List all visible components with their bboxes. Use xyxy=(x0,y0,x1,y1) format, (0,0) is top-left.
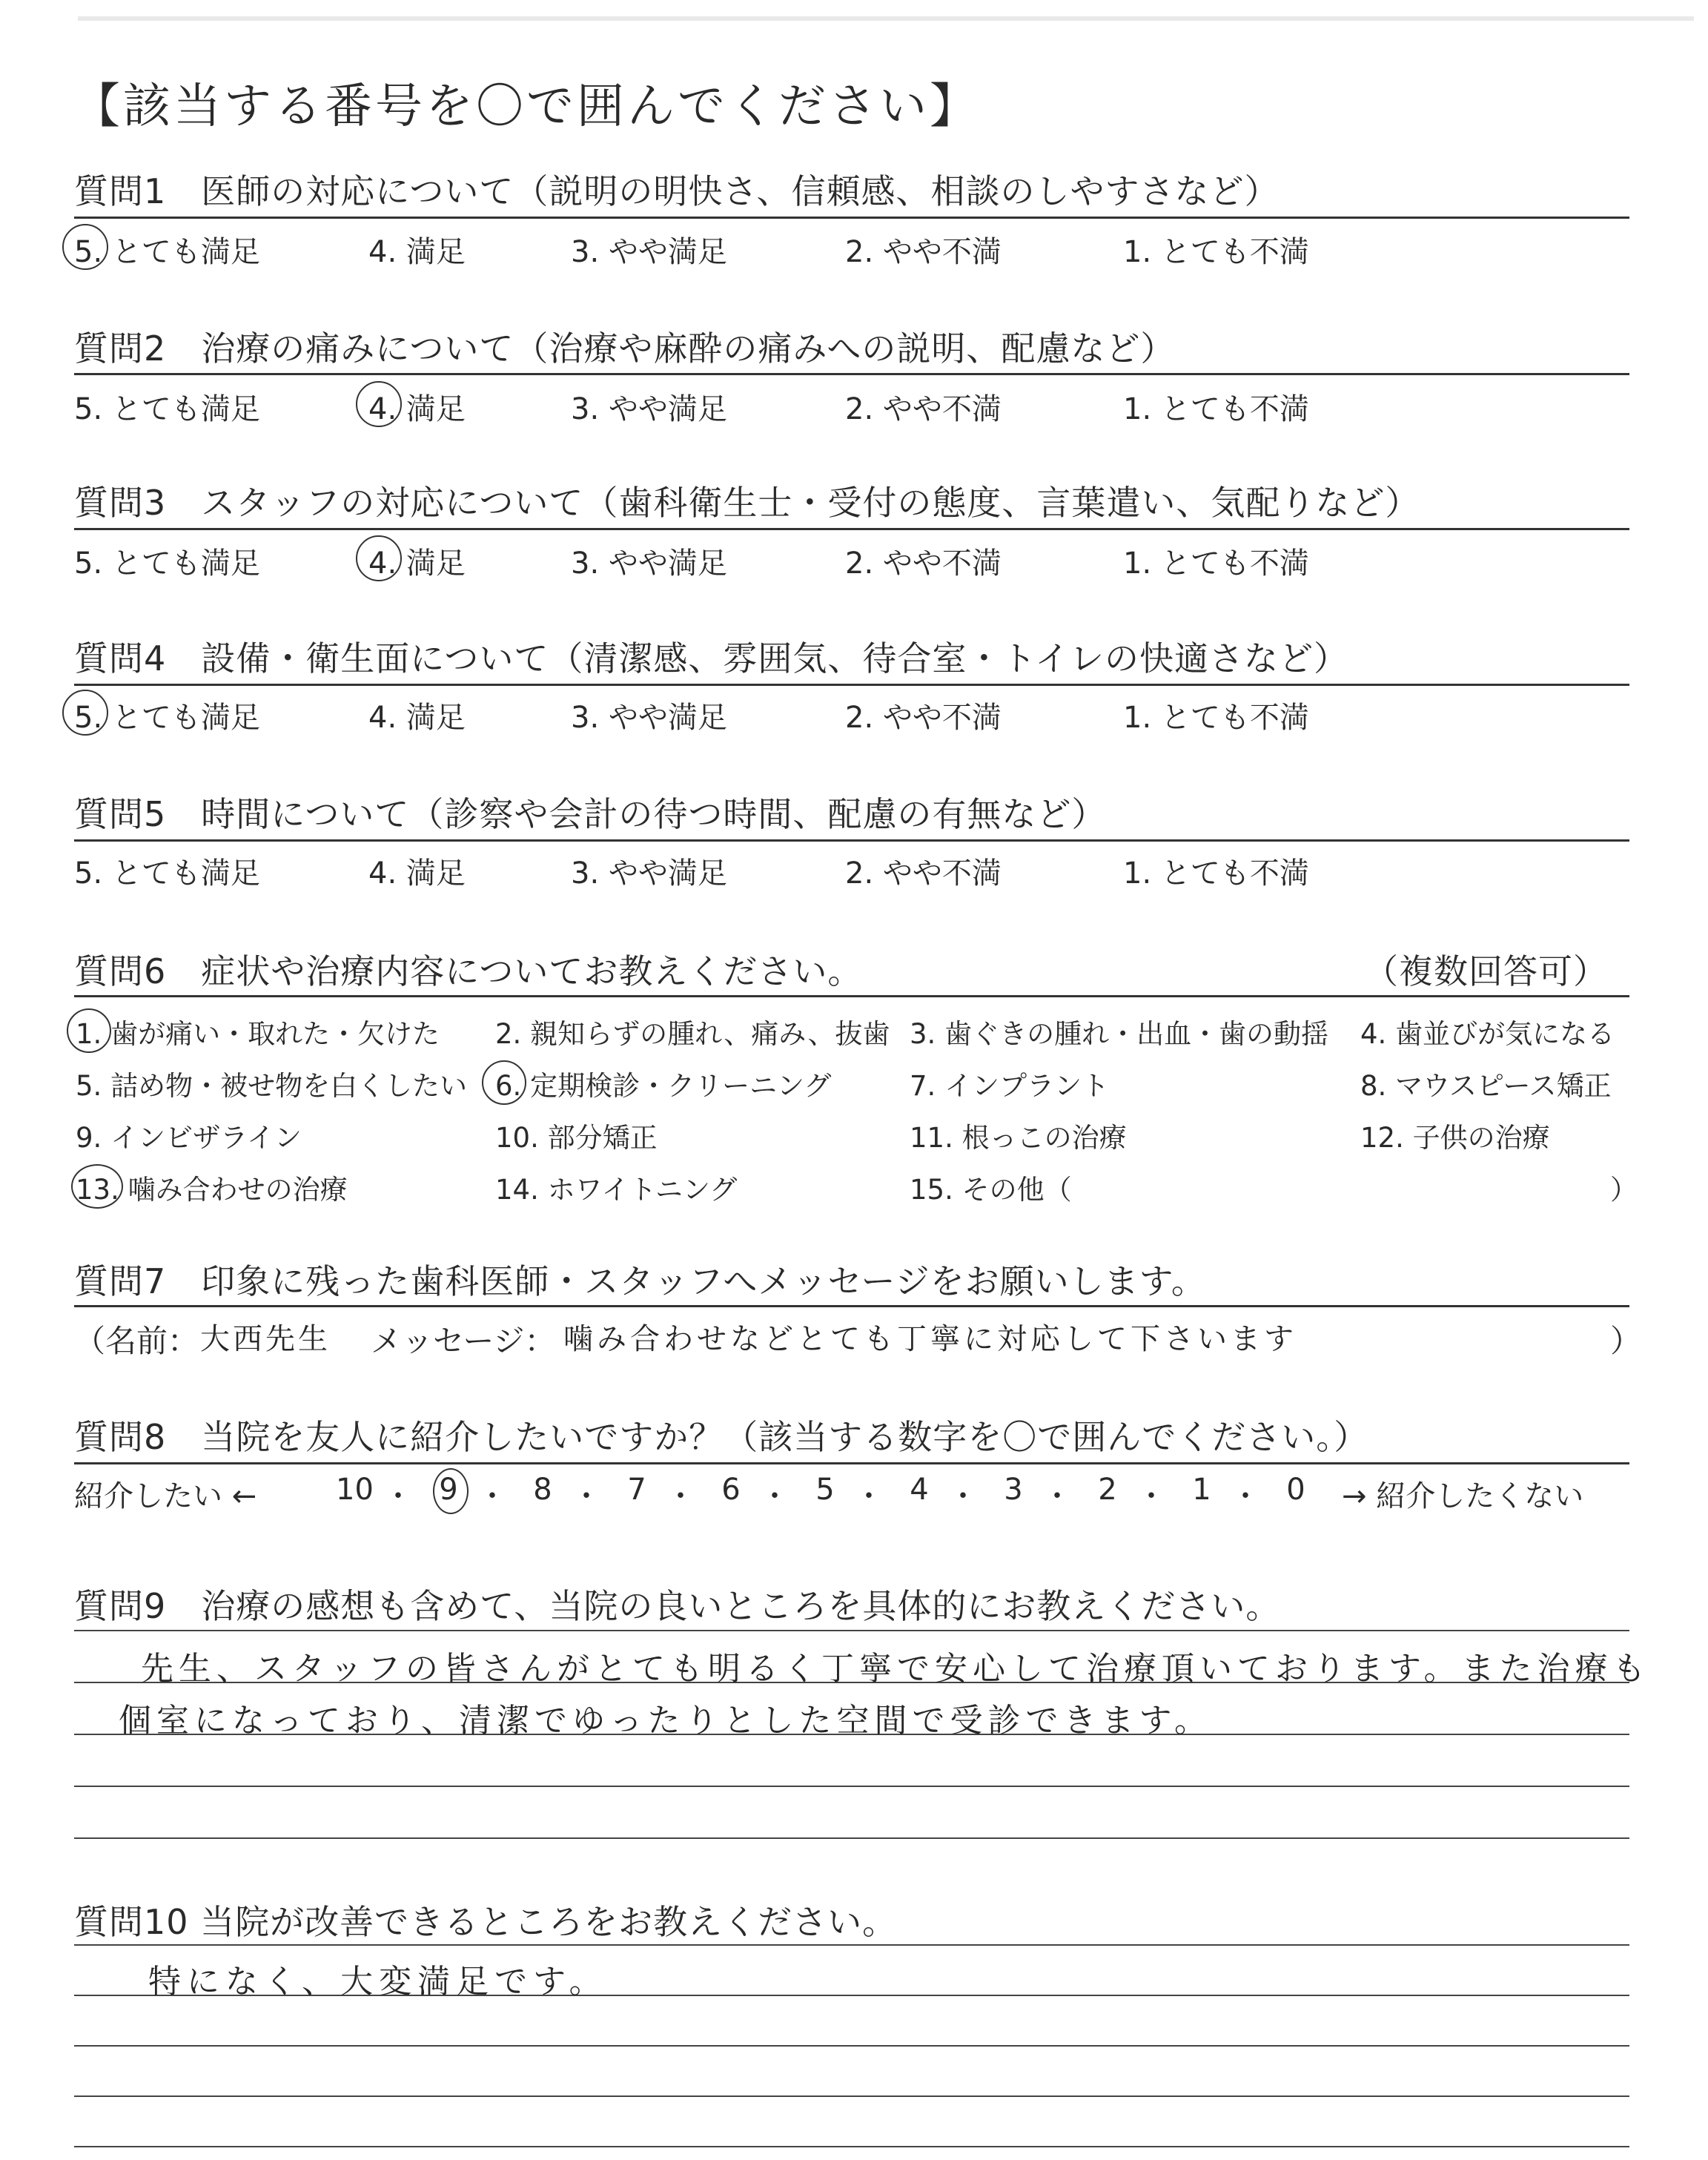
q8-scale-7[interactable]: 7 xyxy=(627,1473,646,1507)
q1-option-2[interactable]: 2. やや不満 xyxy=(845,235,1002,269)
q8-scale-1[interactable]: 1 xyxy=(1192,1473,1211,1507)
q3-option-5[interactable]: 5. とても満足 xyxy=(74,546,260,581)
q6-option-3[interactable]: 3. 歯ぐきの腫れ・出血・歯の動揺 xyxy=(910,1018,1329,1050)
q8-scale-6[interactable]: 6 xyxy=(721,1473,741,1507)
question-2-heading: 質問2 治療の痛みについて（治療や麻酔の痛みへの説明、配慮など） xyxy=(74,328,1176,369)
q6-option-5[interactable]: 5. 詰め物・被せ物を白くしたい xyxy=(76,1070,468,1102)
q6-selection-circle-13 xyxy=(71,1164,123,1209)
question-5-rule xyxy=(74,839,1629,842)
q2-option-3[interactable]: 3. やや満足 xyxy=(571,392,727,426)
question-6-rule xyxy=(74,995,1629,997)
q9-answer-line-4 xyxy=(74,1786,1629,1787)
q8-scale-9[interactable]: 9 xyxy=(439,1473,458,1507)
q9-answer-line-1 xyxy=(74,1630,1629,1631)
q7-close-paren: ） xyxy=(1610,1323,1642,1359)
q5-option-4[interactable]: 4. 満足 xyxy=(368,856,466,891)
page-title: 【該当する番号を〇で囲んでください】 xyxy=(73,79,980,134)
q9-handwriting-line-2: 個室になっており、清潔でゆったりとした空間で受診できます。 xyxy=(119,1702,1213,1740)
q10-answer-line-5 xyxy=(74,2146,1629,2147)
q2-option-2[interactable]: 2. やや不満 xyxy=(845,392,1002,426)
q8-scale-10[interactable]: 10 xyxy=(336,1473,374,1507)
q5-option-2[interactable]: 2. やや不満 xyxy=(845,856,1002,891)
q3-option-4[interactable]: 4. 満足 xyxy=(368,546,466,581)
question-4-rule xyxy=(74,684,1629,686)
q5-option-5[interactable]: 5. とても満足 xyxy=(74,856,260,891)
question-9-heading: 質問9 治療の感想も含めて、当院の良いところを具体的にお教えください。 xyxy=(74,1586,1281,1626)
q8-right-label: → 紹介したくない xyxy=(1342,1479,1584,1513)
q6-option-9[interactable]: 9. インビザライン xyxy=(76,1122,302,1154)
q10-answer-line-4 xyxy=(74,2095,1629,2097)
q4-option-4[interactable]: 4. 満足 xyxy=(368,701,466,735)
question-4-heading: 質問4 設備・衛生面について（清潔感、雰囲気、待合室・トイレの快適さなど） xyxy=(74,638,1349,678)
q8-separator-dot: ・ xyxy=(383,1479,413,1513)
q6-option-10[interactable]: 10. 部分矯正 xyxy=(495,1122,658,1154)
question-1-rule xyxy=(74,217,1629,219)
q4-option-1[interactable]: 1. とても不満 xyxy=(1123,701,1309,735)
q5-option-1[interactable]: 1. とても不満 xyxy=(1123,856,1309,891)
q8-scale-5[interactable]: 5 xyxy=(815,1473,835,1507)
q6-option-15[interactable]: 15. その他（ xyxy=(910,1174,1072,1206)
q6-option-8[interactable]: 8. マウスピース矯正 xyxy=(1360,1070,1612,1102)
q10-handwriting: 特になく、大変満足です。 xyxy=(148,1963,608,2001)
q6-option-13[interactable]: 13. 噛み合わせの治療 xyxy=(76,1174,348,1206)
q8-selection-circle xyxy=(433,1468,469,1514)
question-3-heading: 質問3 スタッフの対応について（歯科衛生士・受付の態度、言葉遣い、気配りなど） xyxy=(74,483,1420,523)
question-5-heading: 質問5 時間について（診察や会計の待つ時間、配慮の有無など） xyxy=(74,794,1107,834)
q6-option-11[interactable]: 11. 根っこの治療 xyxy=(910,1122,1127,1154)
q8-separator-dot: ・ xyxy=(854,1479,884,1513)
q6-option-4[interactable]: 4. 歯並びが気になる xyxy=(1360,1018,1615,1050)
q8-separator-dot: ・ xyxy=(1231,1479,1260,1513)
question-3-rule xyxy=(74,528,1629,530)
q4-option-2[interactable]: 2. やや不満 xyxy=(845,701,1002,735)
q6-option-2[interactable]: 2. 親知らずの腫れ、痛み、抜歯 xyxy=(495,1018,890,1050)
question-10-heading: 質問10 当院が改善できるところをお教えください。 xyxy=(74,1902,898,1942)
q6-option-1[interactable]: 1. 歯が痛い・取れた・欠けた xyxy=(76,1018,440,1050)
q7-message-label: メッセージ： xyxy=(371,1323,556,1359)
question-6-multi-note: （複数回答可） xyxy=(1364,951,1608,991)
q3-option-3[interactable]: 3. やや満足 xyxy=(571,546,727,581)
q8-separator-dot: ・ xyxy=(572,1479,601,1513)
q6-selection-circle-6 xyxy=(482,1060,526,1105)
question-7-heading: 質問7 印象に残った歯科医師・スタッフへメッセージをお願いします。 xyxy=(74,1261,1206,1301)
q8-separator-dot: ・ xyxy=(477,1479,507,1513)
q2-option-1[interactable]: 1. とても不満 xyxy=(1123,392,1309,426)
top-edge xyxy=(78,16,1694,21)
q3-selection-circle xyxy=(356,535,402,581)
q4-option-3[interactable]: 3. やや満足 xyxy=(571,701,727,735)
q8-scale-2[interactable]: 2 xyxy=(1098,1473,1117,1507)
q8-separator-dot: ・ xyxy=(666,1479,695,1513)
q8-scale-0[interactable]: 0 xyxy=(1286,1473,1305,1507)
question-8-heading: 質問8 当院を友人に紹介したいですか？（該当する数字を〇で囲んでください。） xyxy=(74,1417,1369,1457)
q6-selection-circle-1 xyxy=(67,1008,111,1053)
q9-handwriting-line-1: 先生、スタッフの皆さんがとても明るく丁寧で安心して治療頂いております。また治療も xyxy=(141,1650,1651,1688)
q1-option-3[interactable]: 3. やや満足 xyxy=(571,235,727,269)
question-7-rule xyxy=(74,1305,1629,1307)
q5-option-3[interactable]: 3. やや満足 xyxy=(571,856,727,891)
q2-selection-circle xyxy=(356,381,402,427)
q8-scale-3[interactable]: 3 xyxy=(1004,1473,1023,1507)
q10-answer-line-3 xyxy=(74,2045,1629,2047)
q8-separator-dot: ・ xyxy=(760,1479,790,1513)
q1-option-1[interactable]: 1. とても不満 xyxy=(1123,235,1309,269)
q8-separator-dot: ・ xyxy=(948,1479,978,1513)
q7-name-handwriting: 大西先生 xyxy=(200,1322,331,1356)
q8-left-label: 紹介したい ← xyxy=(74,1479,257,1513)
q8-scale-8[interactable]: 8 xyxy=(533,1473,552,1507)
q6-option-7[interactable]: 7. インプラント xyxy=(910,1070,1110,1102)
q1-option-4[interactable]: 4. 満足 xyxy=(368,235,466,269)
question-2-rule xyxy=(74,373,1629,375)
question-1-heading: 質問1 医師の対応について（説明の明快さ、信頼感、相談のしやすさなど） xyxy=(74,171,1280,211)
q7-name-label: （名前： xyxy=(74,1323,199,1359)
q2-option-5[interactable]: 5. とても満足 xyxy=(74,392,260,426)
question-8-rule xyxy=(74,1462,1629,1464)
q6-option-14[interactable]: 14. ホワイトニング xyxy=(495,1174,738,1206)
q6-option-15-close: ） xyxy=(1610,1174,1638,1206)
q8-scale-4[interactable]: 4 xyxy=(910,1473,929,1507)
q9-answer-line-5 xyxy=(74,1837,1629,1839)
q7-message-handwriting: 噛み合わせなどとても丁寧に対応して下さいます xyxy=(563,1322,1297,1356)
q2-option-4[interactable]: 4. 満足 xyxy=(368,392,466,426)
q8-separator-dot: ・ xyxy=(1136,1479,1166,1513)
q10-answer-line-1 xyxy=(74,1944,1629,1946)
q3-option-1[interactable]: 1. とても不満 xyxy=(1123,546,1309,581)
q8-separator-dot: ・ xyxy=(1042,1479,1072,1513)
q1-option-5[interactable]: 5. とても満足 xyxy=(74,235,260,269)
q4-selection-circle xyxy=(62,690,108,736)
q6-option-12[interactable]: 12. 子供の治療 xyxy=(1360,1122,1550,1154)
q6-option-6[interactable]: 6. 定期検診・クリーニング xyxy=(495,1070,832,1102)
q1-selection-circle xyxy=(62,224,108,270)
question-6-heading: 質問6 症状や治療内容についてお教えください。 xyxy=(74,951,863,991)
q3-option-2[interactable]: 2. やや不満 xyxy=(845,546,1002,581)
q4-option-5[interactable]: 5. とても満足 xyxy=(74,701,260,735)
